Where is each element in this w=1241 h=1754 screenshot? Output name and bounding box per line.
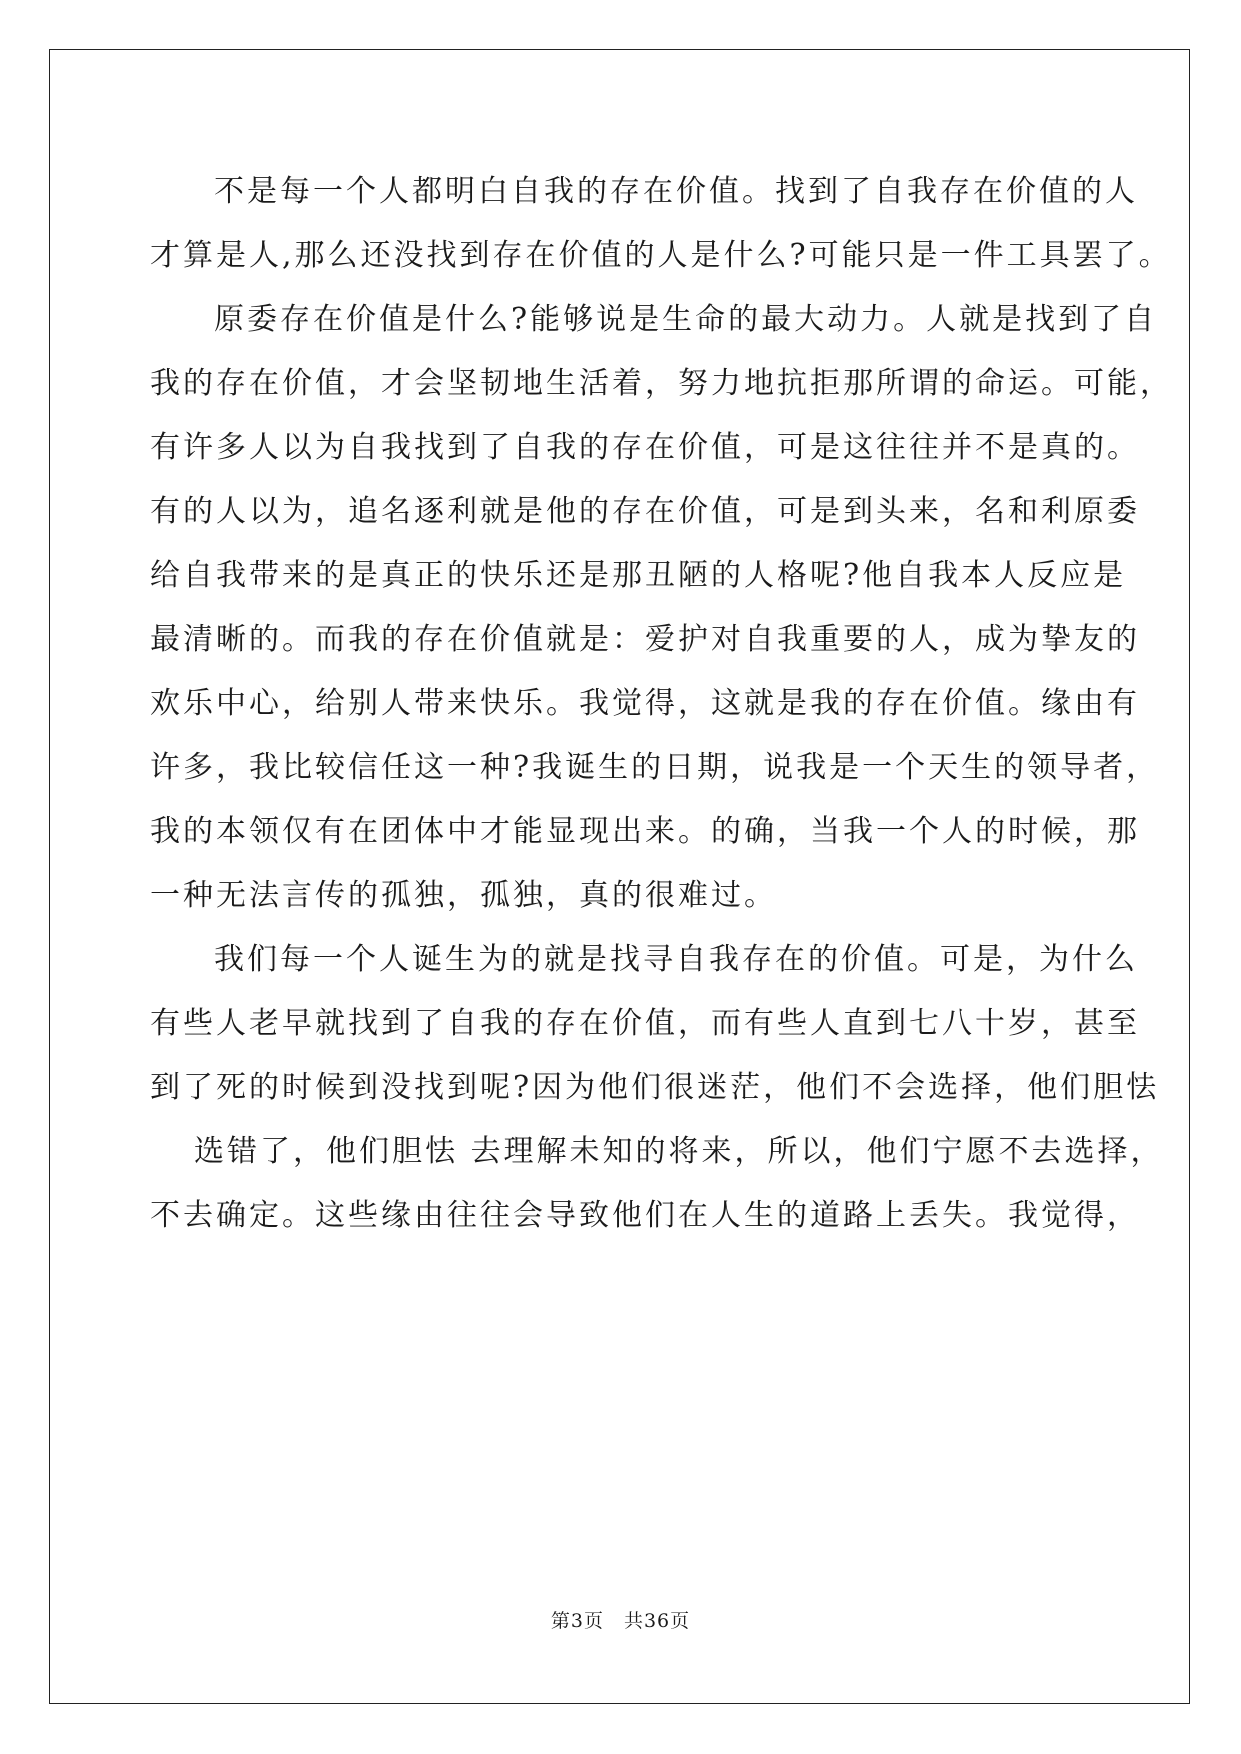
paragraph-2-line-6: 最清晰的。而我的存在价值就是：爱护对自我重要的人，成为挚友的 — [150, 622, 1140, 657]
paragraph-1-line-2: 才算是人,那么还没找到存在价值的人是什么?可能只是一件工具罢了。 — [150, 238, 1172, 273]
paragraph-1-line-1: 不是每一个人都明白自我的存在价值。找到了自我存在价值的人 — [214, 174, 1138, 209]
document-body — [150, 160, 1173, 1248]
page-total: 共36页 — [623, 1610, 691, 1632]
page-number: 第3页 — [550, 1610, 604, 1632]
paragraph-3-line-1: 我们每一个人诞生为的就是找寻自我存在的价值。可是，为什么 — [214, 942, 1138, 977]
paragraph-3-line-2: 有些人老早就找到了自我的存在价值，而有些人直到七八十岁，甚至 — [150, 1006, 1140, 1041]
paragraph-2-line-5: 给自我带来的是真正的快乐还是那丑陋的人格呢?他自我本人反应是 — [150, 558, 1127, 593]
paragraph-2-line-10: 一种无法言传的孤独，孤独，真的很难过。 — [150, 878, 777, 913]
page-footer — [0, 1606, 1241, 1633]
paragraph-3-line-4: 选错了，他们胆怯 去理解未知的将来，所以，他们宁愿不去选择， — [194, 1134, 1164, 1169]
paragraph-2-line-1: 原委存在价值是什么?能够说是生命的最大动力。人就是找到了自 — [214, 302, 1158, 337]
paragraph-3-line-5: 不去确定。这些缘由往往会导致他们在人生的道路上丢失。我觉得， — [150, 1198, 1140, 1233]
paragraph-2-line-9: 我的本领仅有在团体中才能显现出来。的确，当我一个人的时候，那 — [150, 814, 1140, 849]
paragraph-2-line-4: 有的人以为，追名逐利就是他的存在价值，可是到头来，名和利原委 — [150, 494, 1140, 529]
paragraph-2-line-8: 许多，我比较信任这一种?我诞生的日期，说我是一个天生的领导者， — [150, 750, 1160, 785]
paragraph-3-line-3: 到了死的时候到没找到呢?因为他们很迷茫，他们不会选择，他们胆怯 — [150, 1070, 1160, 1105]
paragraph-2-line-7: 欢乐中心，给别人带来快乐。我觉得，这就是我的存在价值。缘由有 — [150, 686, 1140, 721]
paragraph-2-line-3: 有许多人以为自我找到了自我的存在价值，可是这往往并不是真的。 — [150, 430, 1140, 465]
paragraph-2-line-2: 我的存在价值，才会坚韧地生活着，努力地抗拒那所谓的命运。可能， — [150, 366, 1173, 401]
